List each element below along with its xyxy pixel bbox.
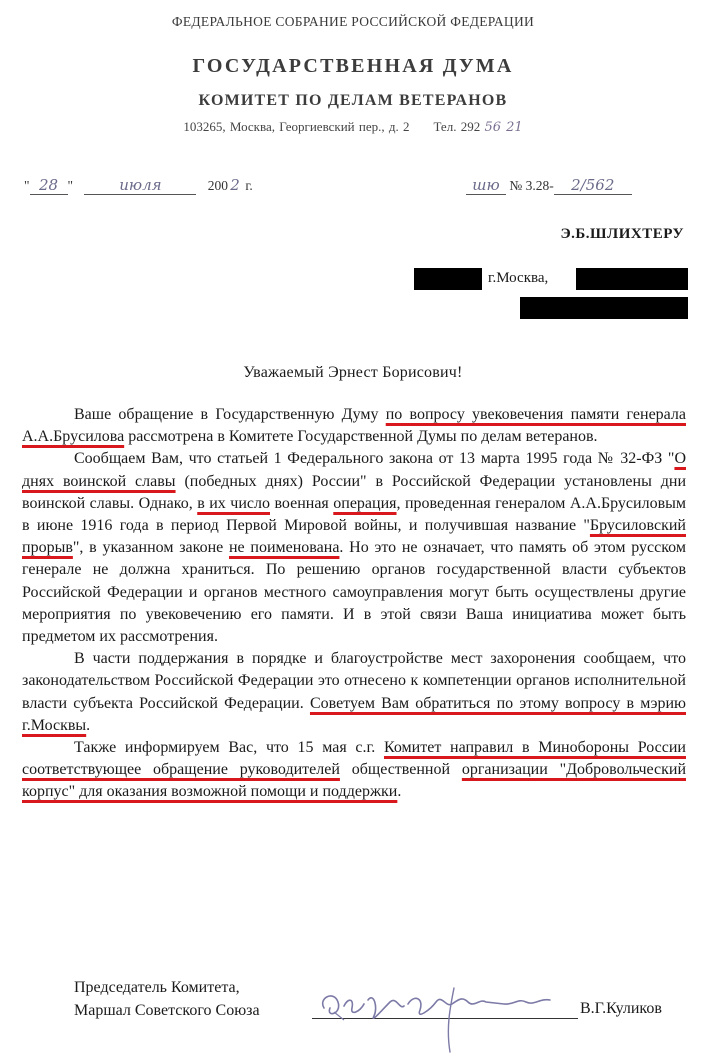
underlined-phrase: организации "Добровольческий корпус" для оказания возможной помощи и поддержки (22, 761, 687, 801)
date-day: 28 (30, 176, 68, 195)
underlined-phrase: операция (333, 494, 397, 512)
signatory-title-line-2: Маршал Советского Союза (74, 1002, 260, 1019)
text-run: . (86, 716, 91, 734)
paragraph-1 (22, 404, 686, 448)
text-run: (победных днях) России" в Российской Федерации установлены дни воинской славы. Однако, (22, 472, 687, 512)
paragraph-4 (22, 737, 686, 804)
underlined-phrase: по вопросу увековечения памяти генерала А.А.Брусилова (22, 406, 686, 446)
text-run: . (397, 783, 402, 801)
text-run: рассмотрена в Комитете Государственной Думы по делам ветеранов. (124, 428, 598, 446)
signatory-title (74, 976, 260, 1022)
letter-number (466, 176, 632, 195)
text-run: военная (269, 494, 334, 512)
text-run: , проведенная генералом А.А.Брусиловым в июне 1916 года в период Первой Мировой войны, и получившая название " (22, 494, 687, 535)
paragraph-3 (22, 648, 686, 737)
underlined-phrase: Советуем Вам обратиться по этому вопросу в мэрию г.Москвы (22, 694, 686, 734)
underlined-phrase: Комитет направил в Минобороны России соответствующее обращение руководителей (22, 739, 686, 779)
address-city: г.Москва, (488, 270, 549, 286)
text-run: Также информируем Вас, что 15 мая с.г. (74, 739, 384, 757)
redaction-block (520, 297, 688, 319)
letterhead-tel-label: Тел. 292 (433, 119, 481, 134)
addressee: Э.Б.ШЛИХТЕРУ (560, 226, 684, 242)
letterhead-address: 103265, Москва, Георгиевский пер., д. 2 (183, 119, 410, 134)
letterhead-tel-handwritten: 56 21 (484, 120, 523, 135)
date-open-quote: " (24, 178, 30, 193)
paragraph-2 (22, 448, 686, 648)
underlined-phrase: в их число (197, 494, 270, 512)
date-close-quote: " (67, 178, 74, 193)
date-month: июля (84, 176, 196, 195)
text-run: Ваше обращение в Государственную Думу (74, 406, 386, 423)
letter-date (24, 176, 253, 195)
underlined-phrase: не поименована (228, 539, 340, 557)
date-year-digit: 2 (230, 176, 240, 194)
ref-prefix: шю (466, 176, 506, 195)
letterhead-committee: КОМИТЕТ ПО ДЕЛАМ ВЕТЕРАНОВ (198, 92, 508, 109)
date-year-prefix: 200 (207, 178, 229, 193)
date-year-suffix: г. (245, 178, 253, 193)
letterhead-duma: ГОСУДАРСТВЕННАЯ ДУМА (192, 55, 514, 77)
redaction-block (414, 268, 482, 290)
letterhead-assembly: ФЕДЕРАЛЬНОЕ СОБРАНИЕ РОССИЙСКОЙ ФЕДЕРАЦИИ (171, 14, 535, 29)
greeting: Уважаемый Эрнест Борисович! (243, 364, 463, 381)
underlined-phrase: Брусиловский прорыв (22, 517, 686, 557)
text-run: В части поддержания в порядке и благоустройстве мест захоронения сообщаем, что законодательством Российской Федерации это отнесено к компетенции органов исполнительной власти субъекта Российской Федерации. (22, 650, 686, 712)
signatory-title-line-1: Председатель Комитета, (74, 979, 240, 996)
letter-body (22, 404, 686, 804)
redaction-block (576, 268, 688, 290)
text-run: Сообщаем Вам, что статьей 1 Федерального закона от 13 марта 1995 года № 32-ФЗ " (74, 450, 675, 468)
text-run: ", в указанном законе (72, 539, 229, 557)
number-label: № 3.28- (509, 178, 554, 193)
underlined-phrase: О днях воинской славы (22, 450, 686, 490)
letterhead-contacts (0, 119, 706, 135)
text-run: . Но это не означает, что память об этом русском генерале не должна храниться. По решению органов государственной власти субъектов Российской Федерации и органов местного самоуправления могут быть осуществлены другие мероприятия по увековечению его памяти. И в этой связи Ваша инициатива может быть предметом их рассмотрения. (22, 539, 686, 646)
text-run: общественной (339, 761, 462, 779)
number-handwritten: 2/562 (554, 176, 632, 195)
signatory-name: В.Г.Куликов (580, 1000, 662, 1017)
handwritten-signature-icon (304, 968, 564, 1055)
